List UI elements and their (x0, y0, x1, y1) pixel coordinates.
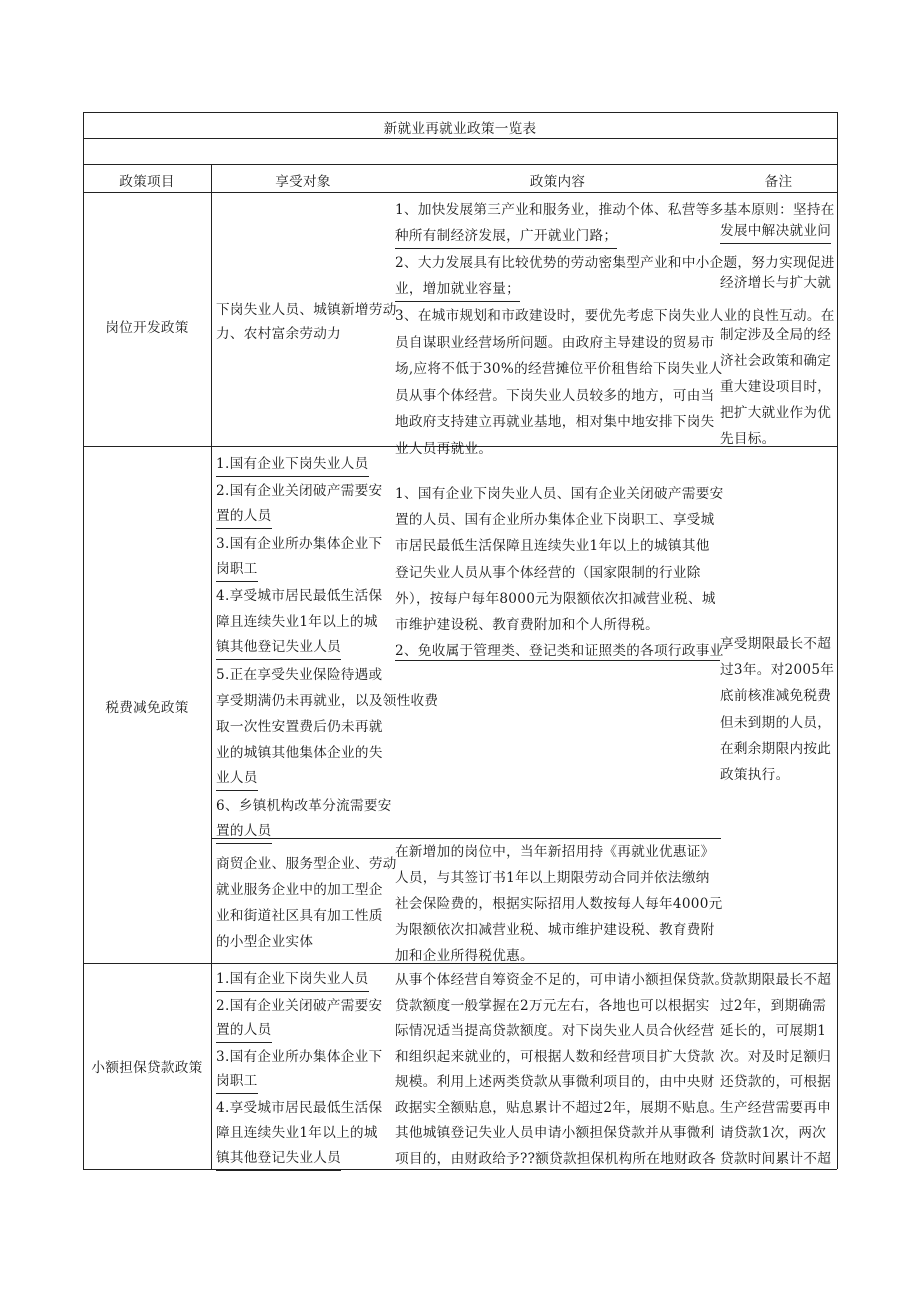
job-content-line: 业，增加就业容量； (395, 278, 520, 302)
loan-content-line: 和组织起来就业的，可根据人数和经营项目扩大贷款 (395, 1048, 715, 1065)
tax-target-line: 置的人员 (216, 505, 272, 529)
tax-content-line: 外），按每户每年8000元为限额依次扣减营业税、城 (395, 590, 716, 607)
tax-target-line: 镇其他登记失业人员 (216, 636, 341, 660)
tax-remark-line: 政策执行。 (720, 767, 790, 783)
tax-target-line: 障且连续失业1年以上的城 (216, 614, 378, 631)
table-title: 新就业再就业政策一览表 (383, 121, 537, 137)
tax-content-line: 2、免收属于管理类、登记类和证照类的各项行政事业 (395, 643, 724, 660)
loan-target-line: 2.国有企业关闭破产需要安 (216, 997, 383, 1014)
tax-target-line: 享受期满仍未再就业，以及领性收费 (216, 692, 439, 709)
tax-target2-line: 就业服务企业中的加工型企 (216, 882, 383, 898)
job-remark-line: 制定涉及全局的经 (720, 327, 832, 343)
loan-remark-line: 请贷款1次，两次 (720, 1125, 827, 1141)
tax-target-line: 6、乡镇机构改革分流需要安 (216, 797, 392, 814)
tax-target-line: 5.正在享受失业保险待遇或 (216, 666, 383, 683)
tax-content-line: 登记失业人员从事个体经营的（国家限制的行业除 (395, 564, 701, 581)
job-content-line: 地政府支持建立再就业基地，相对集中地安排下岗失 (395, 414, 715, 430)
tax-remark-line: 过3年。对2005年 (720, 662, 835, 679)
tax-target-line: 业的城镇其他集体企业的失 (216, 745, 383, 762)
loan-content-line: 规模。利用上述两类贷款从事微利项目的，由中央财 (395, 1074, 715, 1090)
tax-remark-line: 但未到期的人员， (720, 714, 832, 731)
tax-target2-line: 的小型企业实体 (216, 934, 314, 950)
job-remark-line: 发展中解决就业问 (720, 220, 831, 244)
loan-content-line: 政据实全额贴息，贴息累计不超过2年，展期不贴息。 (395, 1099, 724, 1116)
loan-content-line: 际情况适当提高贷款额度。对下岗失业人员合伙经营 (395, 1023, 715, 1039)
section-name-job: 岗位开发政策 (105, 320, 189, 336)
job-remark-line: 把扩大就业作为优 (720, 405, 832, 421)
job-content-line: 3、在城市规划和市政建设时，要优先考虑下岗失业人业的良性互动。在 (395, 308, 835, 324)
loan-target-line: 1.国有企业下岗失业人员 (216, 968, 369, 992)
header-content: 政策内容 (529, 174, 586, 190)
job-content-line: 员从事个体经营。下岗失业人员较多的地方，可由当 (395, 387, 715, 404)
job-remark-line: 经济增长与扩大就 (720, 275, 832, 291)
job-remark-line: 济社会政策和确定 (720, 353, 832, 369)
header-policy-item: 政策项目 (119, 174, 175, 190)
loan-content-line: 贷款额度一般掌握在2万元左右，各地也可以根据实 (395, 997, 710, 1014)
blank-row-rule (83, 164, 837, 165)
loan-remark-line: 生产经营需要再申 (720, 1099, 832, 1116)
tax-content-line: 市居民最低生活保障且连续失业1年以上的城镇其他 (395, 538, 710, 555)
loan-target-line: 置的人员 (216, 1019, 272, 1043)
tax-target-line: 业人员 (216, 767, 258, 791)
tax-target2-line: 商贸企业、服务型企业、劳动 (216, 856, 397, 872)
col-rule-1 (211, 192, 212, 1169)
tax-content2-line: 加和企业所得税优惠。 (395, 948, 534, 964)
tax-remark-line: 享受期限最长不超 (720, 636, 832, 652)
tax-remark-line: 在剩余期限内按此 (720, 740, 832, 757)
tax-target-line: 岗职工 (216, 558, 258, 582)
tax-content2-line: 社会保险费的，根据实际招用人数按每人每年4000元 (395, 896, 723, 912)
tax-content2-line: 在新增加的岗位中，当年新招用持《再就业优惠证》 (395, 844, 715, 860)
header-remark: 备注 (764, 174, 793, 190)
section-name-tax: 税费减免政策 (105, 700, 189, 716)
tax-target-line: 1.国有企业下岗失业人员 (216, 453, 369, 477)
job-content-line: 业人员再就业。 (395, 440, 493, 457)
loan-remark-line: 还贷款的，可根据 (720, 1074, 832, 1090)
loan-remark-line: 过2年，到期确需 (720, 997, 827, 1014)
loan-content-line: 其他城镇登记失业人员申请小额担保贷款并从事微利 (395, 1125, 715, 1141)
tax-target-line: 4.享受城市居民最低生活保 (216, 588, 383, 604)
tax-remark-line: 底前核准减免税费 (720, 688, 832, 705)
loan-remark-line: 次。对及时足额归 (720, 1048, 832, 1065)
tax-target-line: 置的人员 (216, 820, 272, 844)
loan-remark-line: 贷款时间累计不超 (720, 1150, 832, 1167)
tax-content2-line: 人员，与其签订书1年以上期限劳动合同并依法缴纳 (395, 870, 710, 886)
left-border (83, 112, 84, 1169)
tax-content2-line: 为限额依次扣减营业税、城市维护建设税、教育费附 (395, 922, 715, 938)
loan-remark-line: 贷款期限最长不超 (720, 972, 832, 988)
top-border (83, 112, 837, 113)
tax-subrow-rule (211, 838, 721, 839)
tax-content-line: 市维护建设税、教育费附加和个人所得税。 (395, 617, 659, 633)
tax-content-line: 1、国有企业下岗失业人员、国有企业关闭破产需要安 (395, 486, 724, 502)
loan-target-line: 障且连续失业1年以上的城 (216, 1125, 378, 1141)
header-target: 享受对象 (275, 174, 331, 190)
job-remark-line: 先目标。 (720, 431, 776, 447)
job-content-line: 种所有制经济发展，广开就业门路； (395, 225, 617, 249)
loan-target-line: 4.享受城市居民最低生活保 (216, 1099, 383, 1116)
loan-content-line: 项目的，由财政给予??额贷款担保机构所在地财政各 (395, 1150, 716, 1167)
right-border (837, 112, 838, 1169)
section-name-loan: 小额担保贷款政策 (91, 1060, 203, 1076)
loan-target-line: 3.国有企业所办集体企业下 (216, 1048, 383, 1065)
tax-target-line: 取一次性安置费后仍未再就 (216, 719, 383, 735)
tax-content-line: 置的人员、国有企业所办集体企业下岗职工、享受城 (395, 512, 715, 529)
loan-remark-line: 延长的，可展期1 (720, 1023, 827, 1039)
loan-target-line: 岗职工 (216, 1070, 258, 1094)
job-content-line: 员自谋职业经营场所问题。由政府主导建设的贸易市 (395, 334, 715, 351)
job-target-line: 下岗失业人员、城镇新增劳动 (216, 302, 397, 318)
tax-target2-line: 业和街道社区具有加工性质 (216, 908, 383, 924)
job-content-line: 场,应将不低于30%的经营摊位平价租售给下岗失业人 (395, 361, 723, 377)
tax-target-line: 3.国有企业所办集体企业下 (216, 535, 383, 552)
loan-target-line: 镇其他登记失业人员 (216, 1147, 341, 1171)
job-target-line: 力、农村富余劳动力 (216, 326, 342, 342)
job-content-line: 2、大力发展具有比较优势的劳动密集型产业和中小企题，努力实现促进 (395, 255, 835, 271)
tax-target-line: 2.国有企业关闭破产需要安 (216, 483, 383, 500)
job-content-line: 1、加快发展第三产业和服务业，推动个体、私营等多基本原则：坚持在 (395, 202, 835, 218)
loan-content-line: 从事个体经营自筹资金不足的，可申请小额担保贷款。 (395, 972, 729, 988)
job-remark-line: 重大建设项目时， (720, 379, 832, 395)
